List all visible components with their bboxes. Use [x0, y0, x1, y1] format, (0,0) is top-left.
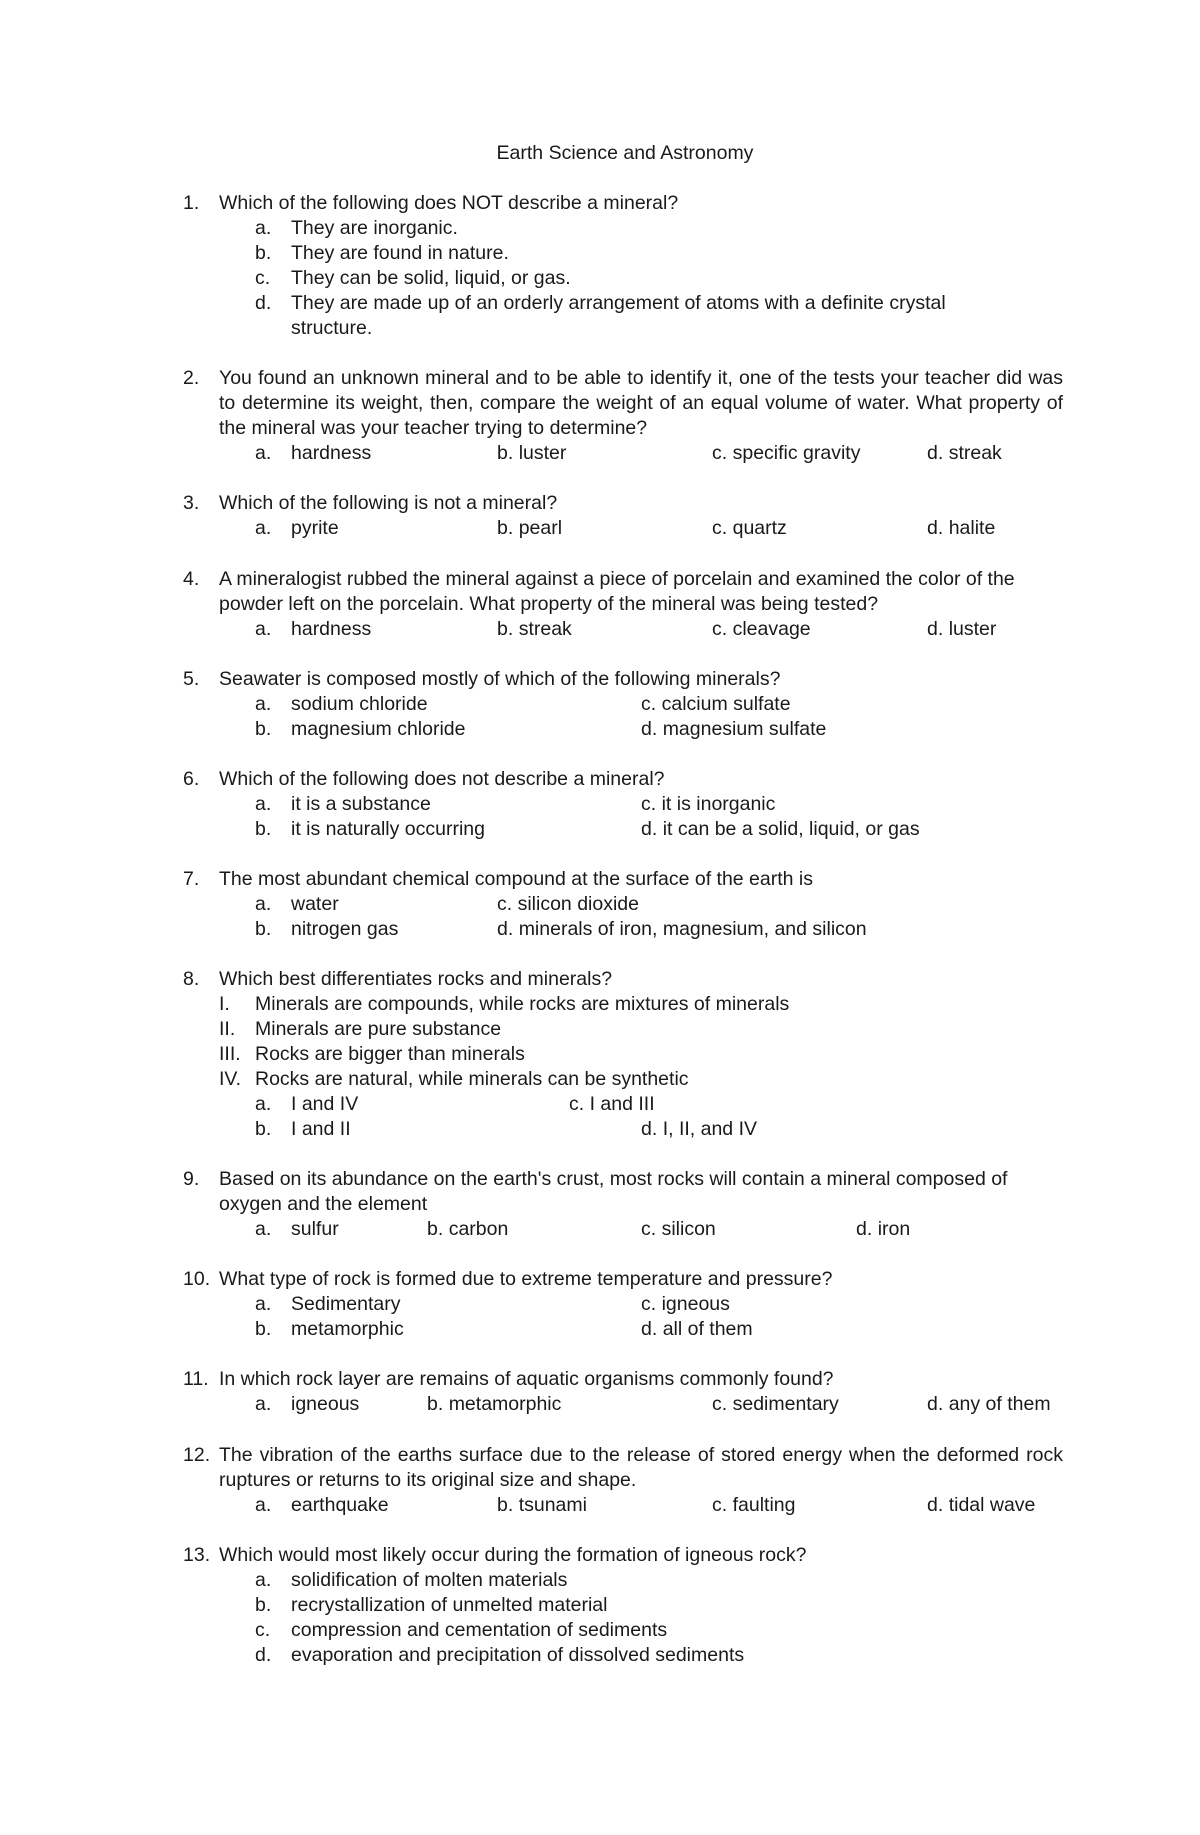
question-7	[183, 867, 1063, 942]
option-d: d. all of them	[641, 1318, 753, 1340]
option-c: c. cleavage	[712, 618, 811, 640]
option-d: d. They are made up of an orderly arrangement of atoms with a definite crystal structure.	[255, 292, 946, 339]
statement-iv: IV. Rocks are natural, while minerals can be synthetic	[219, 1068, 689, 1090]
question-10	[183, 1267, 1063, 1342]
question-number: 8.	[183, 968, 200, 990]
question-text: Based on its abundance on the earth's crust, most rocks will contain a mineral composed of oxygen and the element	[219, 1168, 1008, 1215]
option-c: c. igneous	[641, 1293, 730, 1315]
option-a: a. I and IV	[255, 1093, 359, 1115]
question-number: 7.	[183, 868, 200, 890]
statement-ii: II. Minerals are pure substance	[219, 1018, 502, 1040]
option-a: a. earthquake	[255, 1494, 389, 1516]
options-list	[255, 1392, 1063, 1417]
option-d: d. minerals of iron, magnesium, and silicon	[497, 918, 867, 940]
options-list	[255, 516, 1063, 541]
question-text: Which would most likely occur during the formation of igneous rock?	[219, 1544, 807, 1566]
question-number: 5.	[183, 668, 200, 690]
option-a: a. igneous	[255, 1393, 360, 1415]
option-c: c. compression and cementation of sediments	[255, 1619, 668, 1641]
question-number: 6.	[183, 768, 200, 790]
option-b: b. streak	[497, 618, 572, 640]
option-b: b. pearl	[497, 517, 563, 539]
options-list	[255, 1493, 1063, 1518]
question-9	[183, 1167, 1063, 1242]
option-b: b. magnesium chloride	[255, 718, 466, 740]
options-list	[255, 441, 1063, 466]
question-number: 13.	[183, 1544, 211, 1566]
option-a: a. They are inorganic.	[255, 217, 458, 239]
option-c: c. it is inorganic	[641, 793, 776, 815]
option-b: b. luster	[497, 442, 567, 464]
question-text: Seawater is composed mostly of which of the following minerals?	[219, 668, 781, 690]
question-number: 1.	[183, 192, 200, 214]
question-11	[183, 1367, 1063, 1417]
option-a: a. water	[255, 893, 339, 915]
options-list	[255, 216, 1063, 341]
options-list	[255, 1217, 1063, 1242]
option-b: b. I and II	[255, 1118, 351, 1140]
option-c: c. quartz	[712, 517, 787, 539]
option-d: d. magnesium sulfate	[641, 718, 827, 740]
option-a: a. pyrite	[255, 517, 339, 539]
question-text: Which of the following does not describe a mineral?	[219, 768, 665, 790]
option-d: d. tidal wave	[927, 1494, 1036, 1516]
question-3	[183, 491, 1063, 541]
option-c: c. They can be solid, liquid, or gas.	[255, 267, 571, 289]
option-d: d. I, II, and IV	[641, 1118, 757, 1140]
statement-i: I. Minerals are compounds, while rocks are mixtures of minerals	[219, 993, 790, 1015]
question-4	[183, 567, 1063, 642]
option-a: a. sodium chloride	[255, 693, 428, 715]
options-list	[255, 1292, 1063, 1342]
page-title: Earth Science and Astronomy	[496, 142, 754, 164]
option-d: d. iron	[856, 1218, 911, 1240]
question-text: The vibration of the earths surface due to the release of stored energy when the deformed rock ruptures or returns to its original size and shape.	[219, 1444, 1063, 1491]
option-c: c. silicon	[641, 1218, 716, 1240]
option-b: b. metamorphic	[427, 1393, 562, 1415]
option-d: d. evaporation and precipitation of dissolved sediments	[255, 1644, 745, 1666]
option-d: d. halite	[927, 517, 996, 539]
question-number: 12.	[183, 1444, 211, 1466]
question-5	[183, 667, 1063, 742]
question-1	[183, 191, 1063, 341]
option-c: c. sedimentary	[712, 1393, 839, 1415]
options-list	[255, 792, 1063, 842]
question-8	[183, 967, 1063, 1142]
options-list	[255, 617, 1063, 642]
question-text: The most abundant chemical compound at the surface of the earth is	[219, 868, 814, 890]
options-list	[255, 892, 1063, 942]
question-text: What type of rock is formed due to extreme temperature and pressure?	[219, 1268, 833, 1290]
options-list	[255, 1092, 1063, 1142]
option-b: b. it is naturally occurring	[255, 818, 485, 840]
question-6	[183, 767, 1063, 842]
option-d: d. it can be a solid, liquid, or gas	[641, 818, 920, 840]
question-number: 11.	[183, 1368, 209, 1390]
question-text: Which of the following is not a mineral?	[219, 492, 558, 514]
statement-iii: III. Rocks are bigger than minerals	[219, 1043, 525, 1065]
question-13	[183, 1543, 1063, 1668]
question-number: 4.	[183, 568, 200, 590]
options-list	[255, 692, 1063, 742]
option-b: b. They are found in nature.	[255, 242, 509, 264]
question-2	[183, 366, 1063, 466]
option-a: a. Sedimentary	[255, 1293, 401, 1315]
question-number: 3.	[183, 492, 200, 514]
option-d: d. streak	[927, 442, 1002, 464]
option-b: b. carbon	[427, 1218, 509, 1240]
option-c: c. silicon dioxide	[497, 893, 639, 915]
option-d: d. any of them	[927, 1393, 1051, 1415]
question-text: Which best differentiates rocks and minerals?	[219, 968, 613, 990]
option-a: a. solidification of molten materials	[255, 1569, 568, 1591]
option-b: b. tsunami	[497, 1494, 587, 1516]
question-number: 9.	[183, 1168, 200, 1190]
option-c: c. faulting	[712, 1494, 796, 1516]
option-a: a. hardness	[255, 618, 372, 640]
option-c: c. calcium sulfate	[641, 693, 791, 715]
question-text: Which of the following does NOT describe a mineral?	[219, 192, 679, 214]
option-b: b. recrystallization of unmelted material	[255, 1594, 608, 1616]
question-text: You found an unknown mineral and to be able to identify it, one of the tests your teacher did was to determine its weight, then, compare the weight of an equal volume of water. What property of the mineral was your teacher trying to determine?	[219, 367, 1063, 439]
question-text: A mineralogist rubbed the mineral against a piece of porcelain and examined the color of the powder left on the porcelain. What property of the mineral was being tested?	[219, 568, 1015, 615]
question-number: 10.	[183, 1268, 211, 1290]
option-c: c. I and III	[569, 1093, 655, 1115]
option-c: c. specific gravity	[712, 442, 861, 464]
question-12	[183, 1443, 1063, 1518]
option-a: a. it is a substance	[255, 793, 431, 815]
option-d: d. luster	[927, 618, 997, 640]
option-b: b. metamorphic	[255, 1318, 404, 1340]
question-text: In which rock layer are remains of aquatic organisms commonly found?	[219, 1368, 834, 1390]
option-a: a. hardness	[255, 442, 372, 464]
question-number: 2.	[183, 367, 200, 389]
option-b: b. nitrogen gas	[255, 918, 399, 940]
options-list	[255, 1568, 1063, 1668]
option-a: a. sulfur	[255, 1218, 339, 1240]
